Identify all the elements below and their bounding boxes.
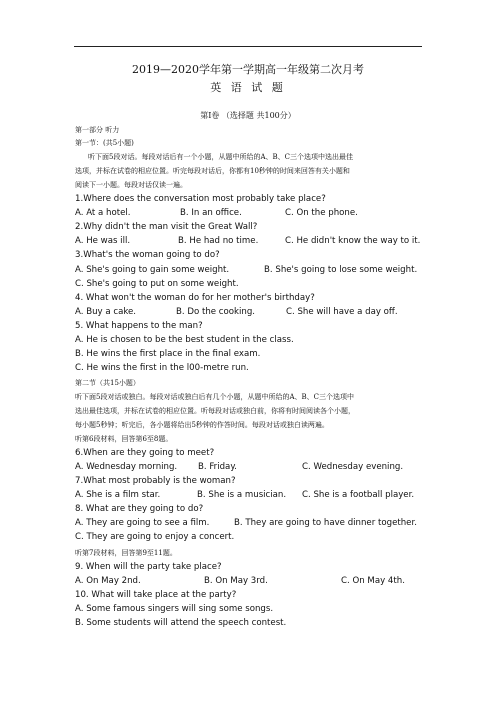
q7-option-b: B. She is a musician.: [197, 490, 287, 500]
question-8: 8. What are they going to do?: [75, 504, 204, 514]
volume-heading: 第Ⅰ卷 （选择题 共100分）: [200, 111, 296, 120]
q6-option-b: B. Friday.: [198, 462, 237, 472]
material-6-note: 听第6段材料，回答第6至8题。: [75, 435, 173, 443]
q7-option-c: C. She is a football player.: [302, 490, 415, 500]
q8-option-a: A. They are going to see a film.: [75, 518, 210, 528]
q3-option-c: C. She's going to put on some weight.: [75, 279, 239, 289]
question-3: 3.What's the woman going to do?: [75, 250, 220, 260]
q9-option-a: A. On May 2nd.: [75, 576, 141, 586]
q8-option-b: B. They are going to have dinner together.: [234, 518, 417, 528]
q6-option-c: C. Wednesday evening.: [302, 462, 404, 472]
question-7: 7.What most probably is the woman?: [75, 476, 236, 486]
q2-option-c: C. He didn't know the way to it.: [285, 236, 421, 246]
section1-instructions-2: 选项，并标在试卷的相应位置。听完每段对话后，你都有10秒钟的时间来回答有关小题和: [75, 167, 350, 175]
q3-option-a: A. She's going to gain some weight.: [75, 265, 230, 275]
part1-heading: 第一部分 听力: [75, 126, 120, 134]
q1-option-b: B. In an office.: [180, 208, 242, 218]
q5-option-a: A. He is chosen to be the best student in the class.: [75, 335, 294, 345]
section2-heading: 第二节（共15小题）: [75, 379, 140, 387]
question-5: 5. What happens to the man?: [75, 321, 203, 331]
q2-option-b: B. He had no time.: [178, 236, 259, 246]
question-2: 2.Why didn't the man visit the Great Wall?: [75, 222, 258, 232]
exam-title: 2019—2020学年第一学期高一年级第二次月考: [132, 63, 364, 76]
q6-option-a: A. Wednesday morning.: [75, 462, 178, 472]
question-1: 1.Where does the conversation most probably take place?: [75, 194, 326, 204]
section1-instructions: 听下面5段对话。每段对话后有一个小题，从题中所给的A、B、C三个选项中选出最佳: [88, 153, 354, 161]
section2-instructions-3: 每小题5秒钟；听完后，各小题将给出5秒钟的作答时间。每段对话或独白读两遍。: [75, 421, 329, 429]
section2-instructions-2: 选出最佳选项，并标在试卷的相应位置。听每段对话或独白前，你将有时间阅读各个小题，: [75, 407, 355, 415]
question-10: 10. What will take place at the party?: [75, 590, 237, 600]
q4-option-b: B. Do the cooking.: [176, 307, 256, 317]
q9-option-c: C. On May 4th.: [341, 576, 405, 586]
section2-instructions: 听下面5段对话或独白。每段对话或独白后有几个小题，从题中所给的A、B、C三个选项中: [75, 393, 355, 401]
q9-option-b: B. On May 3rd.: [204, 576, 268, 586]
q7-option-a: A. She is a film star.: [75, 490, 161, 500]
q2-option-a: A. He was ill.: [75, 236, 131, 246]
section1-instructions-3: 阅读下一小题。每段对话仅读一遍。: [75, 181, 187, 189]
q4-option-c: C. She will have a day off.: [286, 307, 398, 317]
section1-heading: 第一节：(共5小题): [75, 139, 134, 147]
material-7-note: 听第7段材料，回答第9至11题。: [75, 549, 177, 557]
q1-option-a: A. At a hotel.: [75, 208, 131, 218]
q4-option-a: A. Buy a cake.: [75, 307, 137, 317]
question-4: 4. What won't the woman do for her mother's birthday?: [75, 293, 315, 303]
subject-title: 英 语 试 题: [210, 81, 286, 94]
q1-option-c: C. On the phone.: [285, 208, 358, 218]
header-rule: [74, 46, 422, 47]
q10-option-b: B. Some students will attend the speech contest.: [75, 618, 287, 628]
question-9: 9. When will the party take place?: [75, 562, 222, 572]
q8-option-c: C. They are going to enjoy a concert.: [75, 532, 235, 542]
q5-option-c: C. He wins the first in the l00-metre run.: [75, 363, 249, 373]
q10-option-a: A. Some famous singers will sing some songs.: [75, 604, 274, 614]
q3-option-b: B. She's going to lose some weight.: [264, 265, 418, 275]
q5-option-b: B. He wins the first place in the final exam.: [75, 349, 261, 359]
question-6: 6.When are they going to meet?: [75, 448, 215, 458]
